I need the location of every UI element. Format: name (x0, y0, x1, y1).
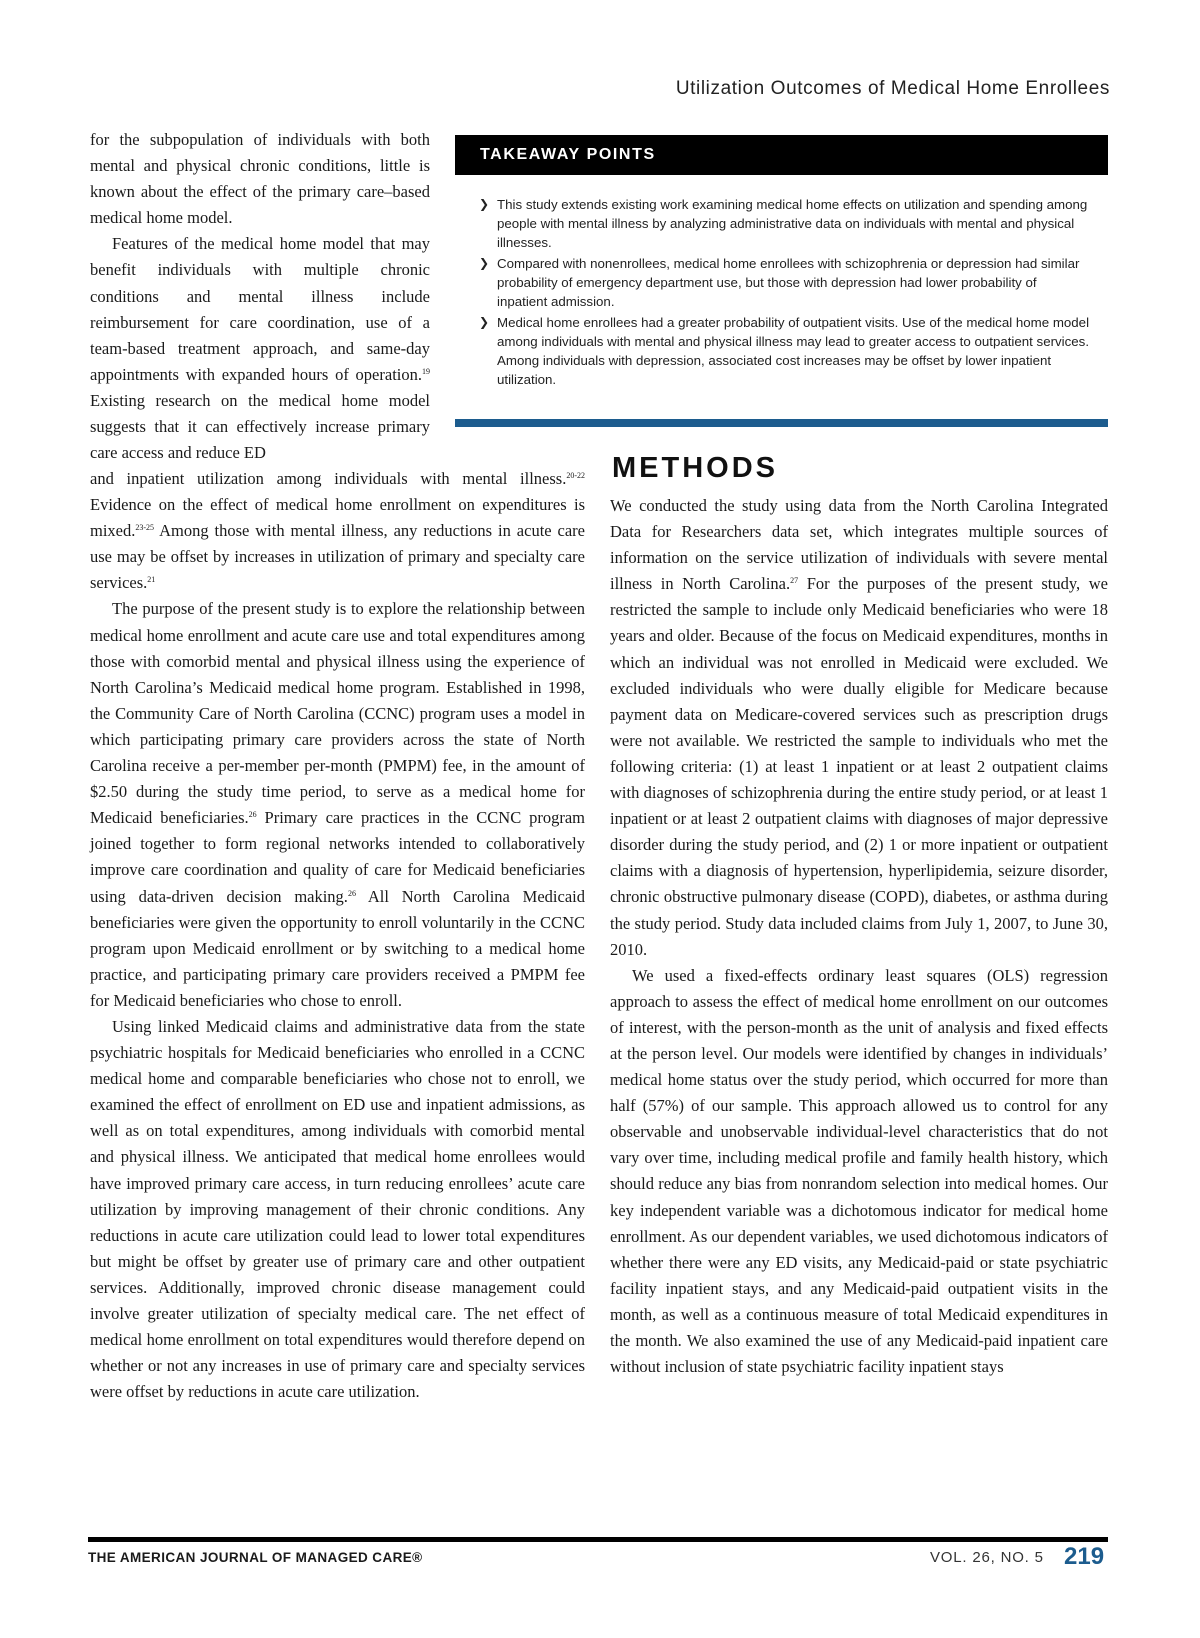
takeaway-list (455, 195, 1108, 389)
citation-reference: 26 (347, 888, 356, 898)
footer-divider (88, 1537, 1108, 1542)
page-number: 219 (1064, 1543, 1105, 1570)
takeaway-point (479, 195, 1090, 252)
citation-reference: 21 (147, 575, 156, 585)
citation-reference: 27 (790, 576, 799, 586)
paragraph: for the subpopulation of individuals with both mental and physical chronic conditions, little is known about the effect of the primary care–based medical home model. (90, 130, 430, 228)
right-column-methods (610, 493, 1108, 1380)
takeaway-title: TAKEAWAY POINTS (455, 135, 1108, 175)
paragraph: and inpatient utilization among individuals with mental illness.$^{20-22}$ Evidence on the effect of medical home enrollment on expenditures is mixed.$^{23-25}$ Among those with mental illness, any reductions in acute care use may be offset by increases in utilization of primary and specialty care services.$^{21}$ (90, 469, 585, 593)
footer-journal-name: THE AMERICAN JOURNAL OF MANAGED CARE® (88, 1550, 423, 1565)
citation-reference: 19 (422, 366, 430, 376)
takeaway-point (479, 313, 1090, 389)
takeaway-divider (455, 419, 1108, 427)
paragraph: We conducted the study using data from the North Carolina Integrated Data for Researchers data set, which integrates multiple sources of information on the service utilization of individuals with severe mental illness in North Carolina.$^{27}$ For the purposes of the present study, we restricted the sample to include only Medicaid beneficiaries who were 18 years and older. Because of the focus on Medicaid expenditures, months in which an individual was not enrolled in Medicaid were excluded. We excluded individuals who were dually eligible for Medicare because payment data on Medicare-covered services such as prescription drugs were not available. We restricted the sample to individuals who met the following criteria: (1) at least 1 inpatient or at least 2 outpatient claims with diagnoses of schizophrenia during the entire study period, or at least 1 inpatient or at least 2 outpatient claims with diagnoses of major depressive disorder during the study period, and (2) 1 or more inpatient or outpatient claims with a diagnosis of hypertension, hyperlipidemia, seizure disorder, chronic obstructive pulmonary disease (COPD), diabetes, or asthma during the study period. Study data included claims from July 1, 2007, to June 30, 2010. (610, 496, 1108, 959)
chevron-right-icon: ❯ (479, 315, 490, 329)
footer-volume: VOL. 26, NO. 5 (930, 1549, 1044, 1566)
paragraph: Features of the medical home model that may benefit individuals with multiple chronic conditions and mental illness include reimbursement for care coordination, use of a team-based treatment approach, and same-day appointments with expanded hours of operation.$^{19}$ Existing research on the medical home model suggests that it can effectively increase primary care access and reduce ED (90, 234, 430, 463)
takeaway-points-box (455, 135, 1108, 427)
takeaway-point-text: This study extends existing work examining medical home effects on utilization and spending among people with mental illness by analyzing administrative data on individuals with mental and physical illnesses. (497, 197, 1088, 250)
left-column-main (90, 466, 585, 1405)
citation-reference: 26 (248, 810, 257, 820)
takeaway-point-text: Medical home enrollees had a greater probability of outpatient visits. Use of the medical home model among individuals with mental and physical illness may lead to greater access to outpatient services. Among individuals with depression, associated cost increases may be offset by lower inpatient utilization. (497, 315, 1090, 387)
takeaway-point-text: Compared with nonenrollees, medical home enrollees with schizophrenia or depression had similar probability of emergency department use, but those with depression had lower probability of inpatient admission. (497, 256, 1080, 309)
citation-reference: 23-25 (135, 523, 155, 533)
takeaway-point (479, 254, 1090, 311)
citation-reference: 20-22 (566, 471, 585, 480)
left-column-top (90, 127, 430, 466)
section-heading-methods: METHODS (612, 452, 778, 484)
running-header: Utilization Outcomes of Medical Home Enrollees (675, 78, 1110, 99)
paragraph: The purpose of the present study is to explore the relationship between medical home enrollment and acute care use and total expenditures among those with comorbid mental and physical illness using the experience of North Carolina’s Medicaid medical home program. Established in 1998, the Community Care of North Carolina (CCNC) program uses a model in which participating primary care providers across the state of North Carolina receive a per-member per-month (PMPM) fee, in the amount of $2.50 during the study time period, to serve as a medical home for Medicaid beneficiaries.$^{26}$ Primary care practices in the CCNC program joined together to form regional networks intended to collaboratively improve care coordination and quality of care for Medicaid beneficiaries using data-driven decision making.$^{26}$ All North Carolina Medicaid beneficiaries were given the opportunity to enroll voluntarily in the CCNC program upon Medicaid enrollment or by switching to a medical home practice, and participating primary care providers received a PMPM fee for Medicaid beneficiaries who chose to enroll. (90, 599, 585, 1010)
chevron-right-icon: ❯ (479, 197, 490, 211)
paragraph: We used a fixed-effects ordinary least squares (OLS) regression approach to assess the effect of medical home enrollment on our outcomes of interest, with the person-month as the unit of analysis and fixed effects at the person level. Our models were identified by changes in individuals’ medical home status over the study period, which occurred for more than half (57%) of our sample. This approach allowed us to control for any observable and unobservable individual-level characteristics that do not vary over time, including medical profile and family health history, which should reduce any bias from nonrandom selection into medical homes. Our key independent variable was a dichotomous indicator for medical home enrollment. As our dependent variables, we used dichotomous indicators of whether there were any ED visits, any Medicaid-paid or state psychiatric facility inpatient stays, and any Medicaid-paid outpatient visits in the month, as well as a continuous measure of total Medicaid expenditures in the month. We also examined the use of any Medicaid-paid inpatient care without inclusion of state psychiatric facility inpatient stays (610, 965, 1108, 1377)
chevron-right-icon: ❯ (479, 256, 490, 270)
paragraph: Using linked Medicaid claims and administrative data from the state psychiatric hospitals for Medicaid beneficiaries who enrolled in a CCNC medical home and comparable beneficiaries who chose not to enroll, we examined the effect of enrollment on ED use and inpatient admissions, as well as on total expenditures, among individuals with comorbid mental and physical illness. We anticipated that medical home enrollees would have improved primary care access, in turn reducing enrollees’ acute care utilization by improving management of their chronic conditions. Any reductions in acute care utilization could lead to lower total expenditures but might be offset by greater use of primary care and other outpatient services. Additionally, improved chronic disease management could involve greater utilization of specialty medical care. The net effect of medical home enrollment on total expenditures would therefore depend on whether or not any increases in use of primary care and specialty services were offset by reductions in acute care utilization. (90, 1016, 585, 1402)
